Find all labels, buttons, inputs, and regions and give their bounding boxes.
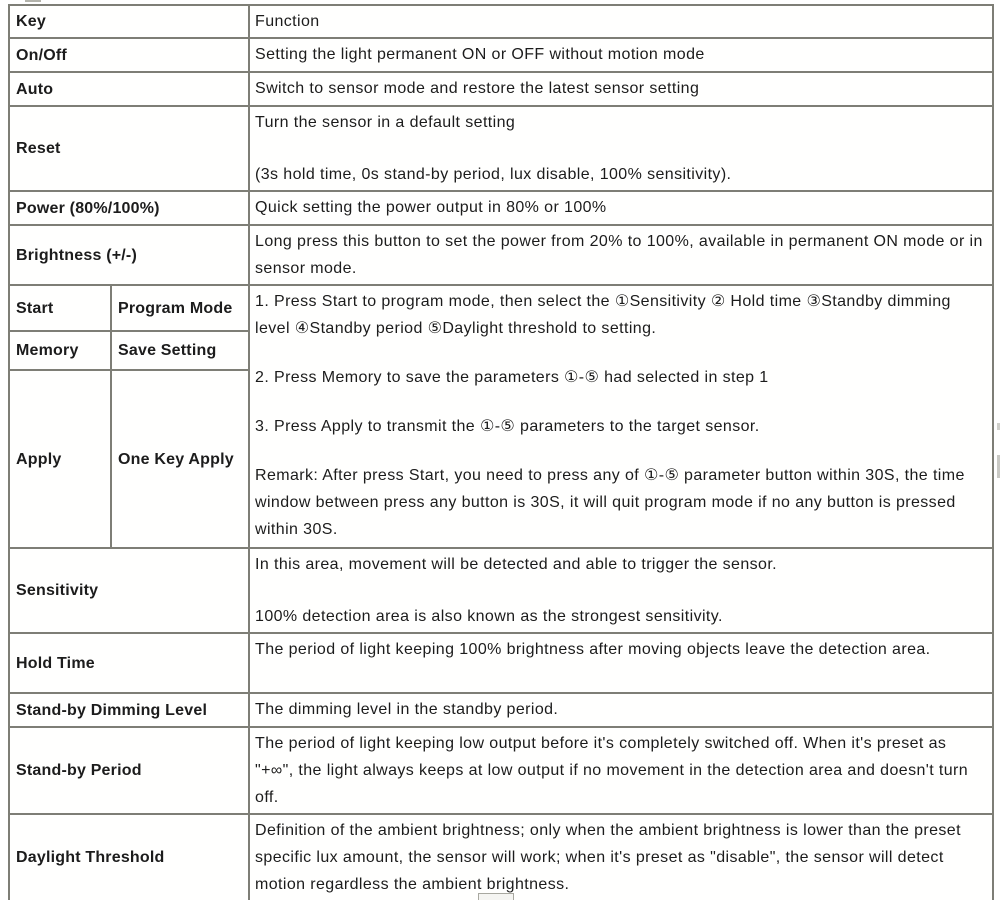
function-cell bbox=[249, 106, 993, 191]
function-text: Switch to sensor mode and restore the latest sensor setting bbox=[255, 80, 700, 97]
key-cell-start: Start bbox=[9, 285, 111, 331]
table-row bbox=[9, 106, 993, 191]
function-cell bbox=[249, 548, 993, 633]
key-cell-hold-time: Hold Time bbox=[9, 633, 249, 693]
table-row bbox=[9, 5, 993, 38]
key-cell-power: Power (80%/100%) bbox=[9, 191, 249, 225]
function-text: Turn the sensor in a default setting bbox=[255, 114, 516, 131]
key-cell-standby-period: Stand-by Period bbox=[9, 727, 249, 814]
function-text: 3. Press Apply to transmit the ①-⑤ parameters to the target sensor. bbox=[255, 418, 760, 435]
function-cell bbox=[249, 727, 993, 814]
table-row bbox=[9, 548, 993, 633]
function-text: Remark: After press Start, you need to press any of ①-⑤ parameter button within 30S, the time window between press any button is 30S, it will quit program mode if no any button is pressed within 30S. bbox=[255, 467, 965, 538]
key-cell-standby-dimming-level: Stand-by Dimming Level bbox=[9, 693, 249, 727]
function-text: (3s hold time, 0s stand-by period, lux disable, 100% sensitivity). bbox=[255, 166, 732, 183]
function-cell bbox=[249, 72, 993, 106]
function-text: Quick setting the power output in 80% or 100% bbox=[255, 199, 607, 216]
key-cell-daylight-threshold: Daylight Threshold bbox=[9, 814, 249, 900]
subkey-cell-one-key-apply: One Key Apply bbox=[111, 370, 249, 548]
table-row bbox=[9, 727, 993, 814]
function-cell bbox=[249, 693, 993, 727]
function-text: 1. Press Start to program mode, then select the ①Sensitivity ② Hold time ③Standby dimming level ④Standby period ⑤Daylight threshold to setting. bbox=[255, 293, 951, 337]
table-row bbox=[9, 814, 993, 900]
function-text: Setting the light permanent ON or OFF without motion mode bbox=[255, 46, 705, 63]
table-row bbox=[9, 38, 993, 72]
key-cell-apply: Apply bbox=[9, 370, 111, 548]
subkey-cell-program-mode: Program Mode bbox=[111, 285, 249, 331]
page-edge-fragment-top bbox=[25, 0, 41, 2]
key-cell-reset: Reset bbox=[9, 106, 249, 191]
function-cell-program-instructions bbox=[249, 285, 993, 548]
subkey-cell-save-setting: Save Setting bbox=[111, 331, 249, 370]
cropped-button-fragment[interactable] bbox=[478, 893, 514, 900]
table-row bbox=[9, 225, 993, 285]
function-text: The dimming level in the standby period. bbox=[255, 701, 559, 718]
table-row bbox=[9, 191, 993, 225]
header-key-cell: Key bbox=[9, 5, 249, 38]
function-cell bbox=[249, 814, 993, 900]
key-cell-memory: Memory bbox=[9, 331, 111, 370]
header-function-cell: Function bbox=[249, 5, 993, 38]
table-row bbox=[9, 693, 993, 727]
function-text: The period of light keeping low output before it's completely switched off. When it's preset as "+∞", the light always keeps at low output if no movement in the detection area and doesn't turn off. bbox=[255, 735, 969, 806]
function-cell bbox=[249, 38, 993, 72]
function-text: The period of light keeping 100% brightness after moving objects leave the detection area. bbox=[255, 641, 931, 658]
key-cell-brightness: Brightness (+/-) bbox=[9, 225, 249, 285]
function-cell bbox=[249, 191, 993, 225]
key-cell-onoff: On/Off bbox=[9, 38, 249, 72]
function-text: 2. Press Memory to save the parameters ①-⑤ had selected in step 1 bbox=[255, 369, 769, 386]
table-row bbox=[9, 633, 993, 693]
key-cell-sensitivity: Sensitivity bbox=[9, 548, 249, 633]
function-cell bbox=[249, 225, 993, 285]
function-text: In this area, movement will be detected and able to trigger the sensor. bbox=[255, 556, 778, 573]
table-row bbox=[9, 285, 993, 331]
function-text: Definition of the ambient brightness; only when the ambient brightness is lower than the preset specific lux amount, the sensor will work; when it's preset as "disable", the sensor will detect motion regardless the ambient brightness. bbox=[255, 822, 961, 893]
function-cell bbox=[249, 633, 993, 693]
key-function-table bbox=[8, 4, 994, 900]
function-text: Long press this button to set the power from 20% to 100%, available in permanent ON mode or in sensor mode. bbox=[255, 233, 983, 277]
function-text: 100% detection area is also known as the strongest sensitivity. bbox=[255, 608, 723, 625]
table-row bbox=[9, 72, 993, 106]
key-cell-auto: Auto bbox=[9, 72, 249, 106]
